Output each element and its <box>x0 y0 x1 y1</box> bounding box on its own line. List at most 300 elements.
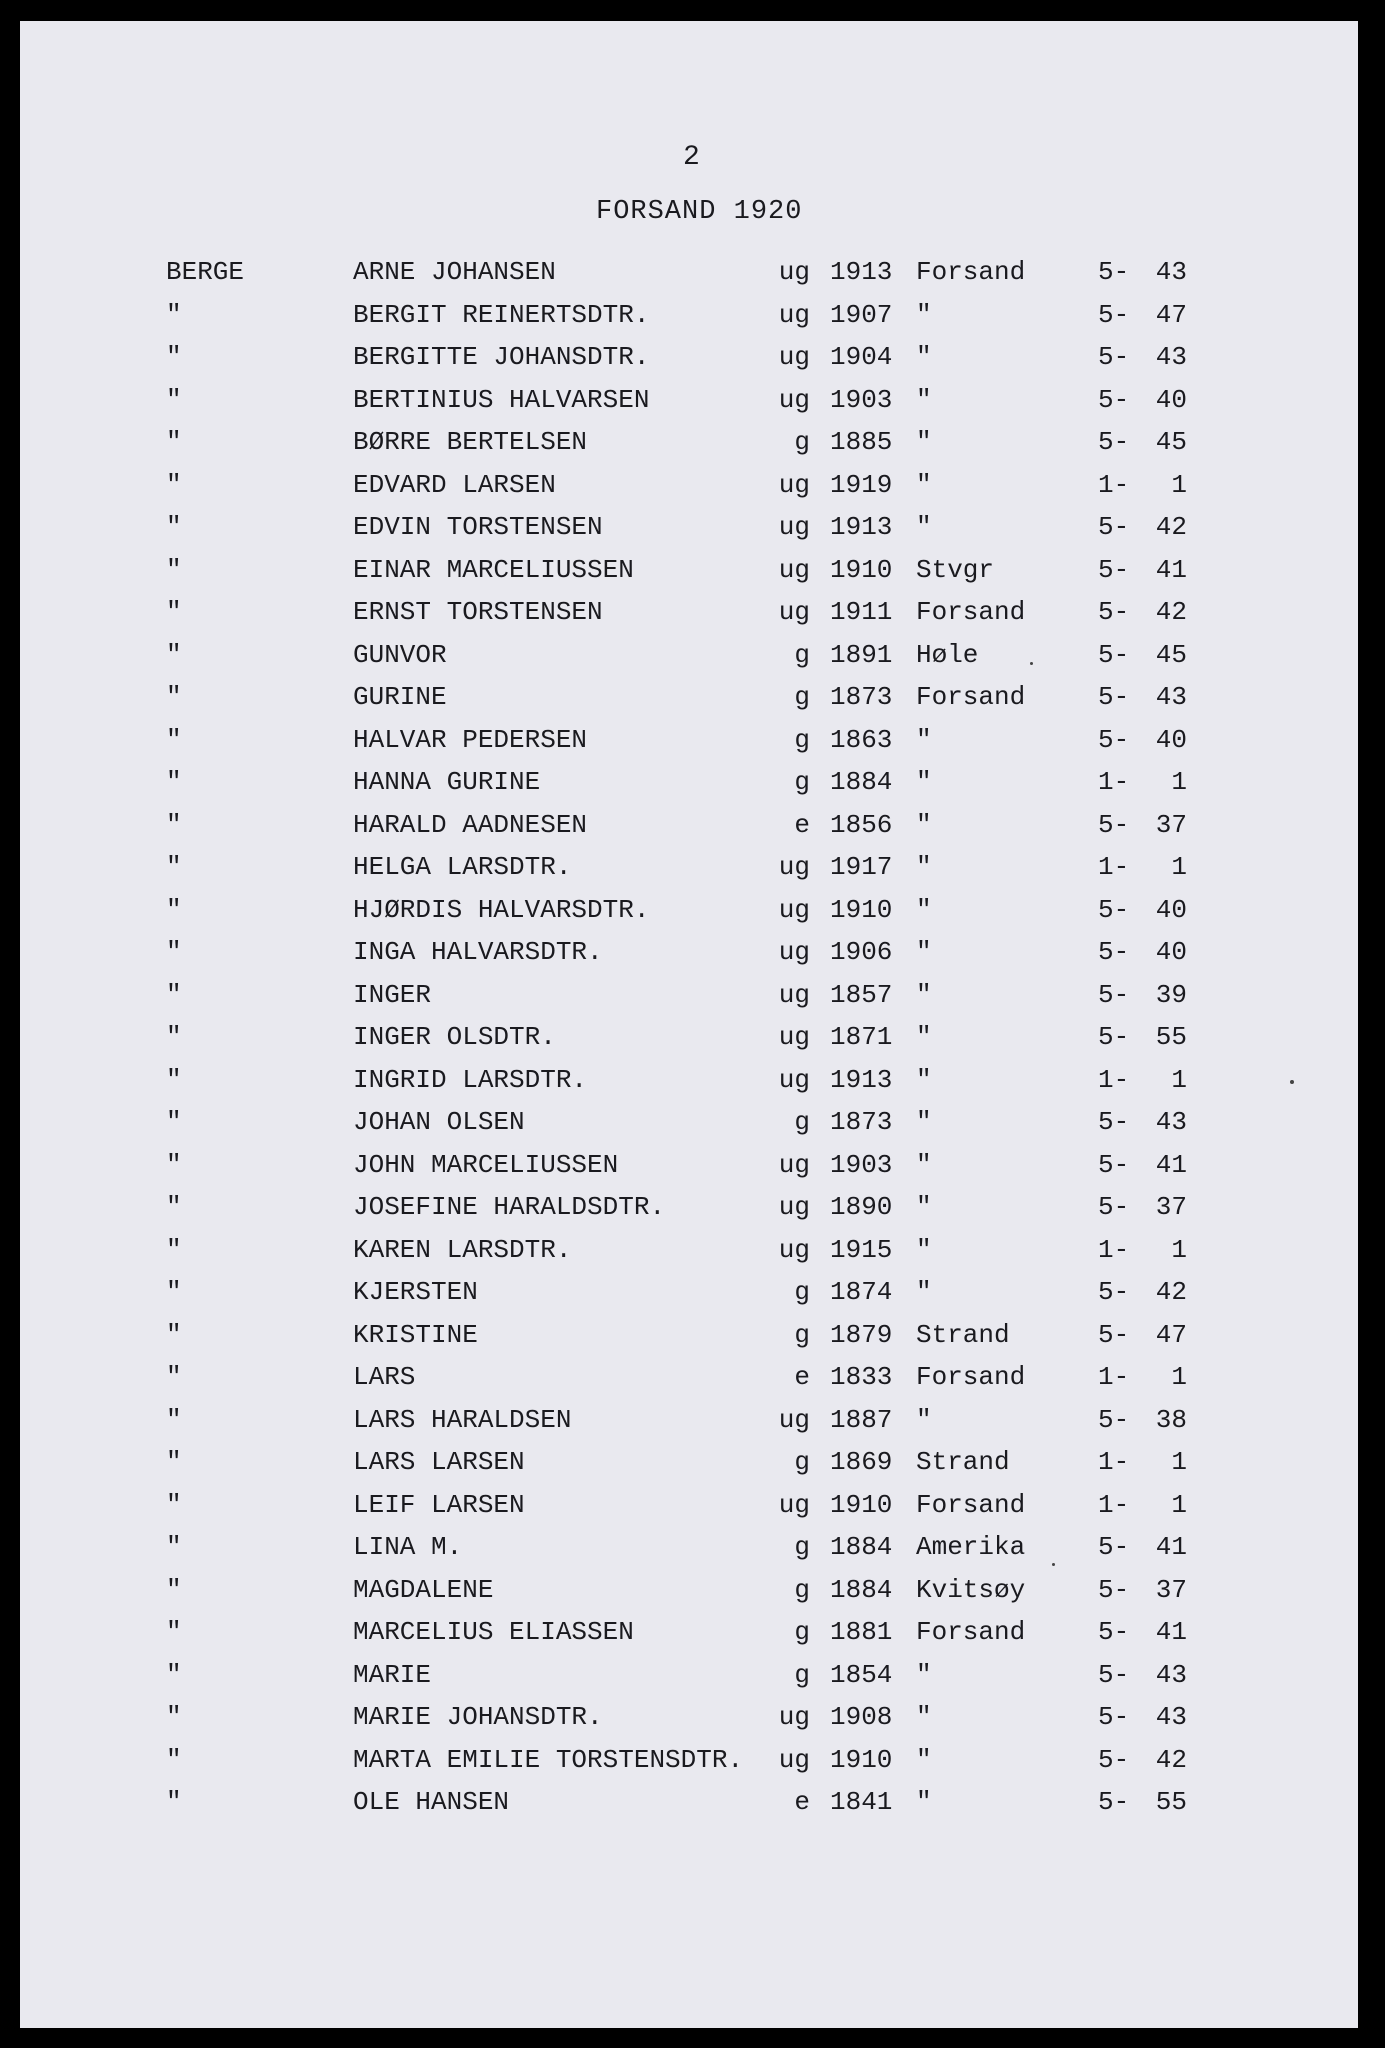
code1-cell: 5- <box>1098 1022 1130 1052</box>
birthplace-cell: " <box>916 512 932 542</box>
birthplace-cell: " <box>916 979 932 1010</box>
farm-cell: " <box>166 1532 182 1562</box>
birthplace-cell: " <box>916 1404 932 1435</box>
farm-cell: " <box>166 469 182 500</box>
name-cell: HJØRDIS HALVARSDTR. <box>353 894 650 925</box>
birthplace-cell: Forsand <box>916 257 1026 287</box>
birth-year-cell: 1906 <box>830 937 893 967</box>
code1-cell: 5- <box>1098 894 1130 925</box>
name-cell: OLE HANSEN <box>353 1787 510 1817</box>
code2-cell: 43 <box>1155 1702 1187 1732</box>
birthplace-cell: " <box>916 342 932 372</box>
name-cell: MARCELIUS ELIASSEN <box>353 1617 634 1647</box>
table-row <box>0 1102 1385 1142</box>
birth-year-cell: 1910 <box>830 1744 893 1775</box>
farm-cell: " <box>166 512 182 542</box>
marital-status-cell: g <box>794 1319 810 1350</box>
name-cell: JOHN MARCELIUSSEN <box>353 1149 619 1180</box>
birthplace-cell: Stvgr <box>916 554 995 585</box>
code1-cell: 5- <box>1098 1192 1130 1222</box>
birthplace-cell: " <box>916 1787 932 1817</box>
code2-cell: 43 <box>1155 1659 1187 1690</box>
farm-cell: " <box>166 682 182 712</box>
table-row <box>0 1740 1385 1780</box>
code2-cell: 1 <box>1171 1362 1187 1392</box>
farm-cell: " <box>166 1744 182 1775</box>
name-cell: HARALD AADNESEN <box>353 809 588 840</box>
birth-year-cell: 1919 <box>830 469 893 500</box>
table-row <box>0 550 1385 590</box>
farm-cell: " <box>166 1404 182 1435</box>
code1-cell: 5- <box>1098 384 1130 415</box>
table-row <box>0 592 1385 632</box>
birthplace-cell: " <box>916 1659 932 1690</box>
farm-cell: " <box>166 1574 182 1605</box>
code1-cell: 5- <box>1098 299 1130 330</box>
name-cell: LARS HARALDSEN <box>353 1404 572 1435</box>
table-row <box>0 380 1385 420</box>
birthplace-cell: " <box>916 894 932 925</box>
birthplace-cell: " <box>916 1064 932 1095</box>
birth-year-cell: 1884 <box>830 1532 893 1562</box>
marital-status-cell: g <box>794 427 810 457</box>
code2-cell: 1 <box>1171 852 1187 882</box>
code2-cell: 43 <box>1155 1107 1187 1137</box>
birth-year-cell: 1885 <box>830 427 893 457</box>
page-title: FORSAND 1920 <box>596 197 803 227</box>
name-cell: EDVIN TORSTENSEN <box>353 512 603 542</box>
marital-status-cell: g <box>794 1277 810 1307</box>
marital-status-cell: ug <box>778 894 810 925</box>
marital-status-cell: ug <box>778 257 810 287</box>
name-cell: LEIF LARSEN <box>353 1489 525 1520</box>
name-cell: ARNE JOHANSEN <box>353 257 556 287</box>
marital-status-cell: ug <box>778 1022 810 1052</box>
birthplace-cell: " <box>916 1022 932 1052</box>
code1-cell: 5- <box>1098 427 1130 457</box>
name-cell: BØRRE BERTELSEN <box>353 427 588 457</box>
birth-year-cell: 1841 <box>830 1787 893 1817</box>
birth-year-cell: 1873 <box>830 1107 893 1137</box>
birthplace-cell: " <box>916 384 932 415</box>
code2-cell: 37 <box>1155 1574 1187 1605</box>
marital-status-cell: ug <box>778 554 810 585</box>
code1-cell: 5- <box>1098 1659 1130 1690</box>
marital-status-cell: ug <box>778 342 810 372</box>
farm-cell: " <box>166 1659 182 1690</box>
birthplace-cell: " <box>916 1234 932 1265</box>
marital-status-cell: ug <box>778 597 810 627</box>
table-row <box>0 975 1385 1015</box>
code1-cell: 5- <box>1098 724 1130 755</box>
table-row <box>0 1442 1385 1482</box>
code2-cell: 1 <box>1171 1489 1187 1520</box>
birthplace-cell: " <box>916 1277 932 1307</box>
code2-cell: 42 <box>1155 1277 1187 1307</box>
marital-status-cell: g <box>794 1659 810 1690</box>
birthplace-cell: " <box>916 1192 932 1222</box>
code2-cell: 43 <box>1155 257 1187 287</box>
farm-cell: " <box>166 724 182 755</box>
birthplace-cell: Kvitsøy <box>916 1574 1026 1605</box>
code1-cell: 5- <box>1098 1319 1130 1350</box>
table-row <box>0 762 1385 802</box>
code1-cell: 5- <box>1098 979 1130 1010</box>
birth-year-cell: 1884 <box>830 767 893 797</box>
farm-cell: " <box>166 554 182 585</box>
name-cell: GUNVOR <box>353 639 447 670</box>
code2-cell: 37 <box>1155 809 1187 840</box>
name-cell: HALVAR PEDERSEN <box>353 724 588 755</box>
marital-status-cell: ug <box>778 1192 810 1222</box>
code2-cell: 40 <box>1155 724 1187 755</box>
birth-year-cell: 1903 <box>830 1149 893 1180</box>
table-row <box>0 1230 1385 1270</box>
farm-cell: " <box>166 639 182 670</box>
name-cell: KJERSTEN <box>353 1277 478 1307</box>
table-row <box>0 1697 1385 1737</box>
birth-year-cell: 1911 <box>830 597 893 627</box>
birthplace-cell: Forsand <box>916 1617 1026 1647</box>
marital-status-cell: ug <box>778 937 810 967</box>
birthplace-cell: Strand <box>916 1447 1010 1477</box>
marital-status-cell: g <box>794 682 810 712</box>
farm-cell: " <box>166 1107 182 1137</box>
farm-cell: BERGE <box>166 257 245 287</box>
farm-cell: " <box>166 1149 182 1180</box>
table-row <box>0 847 1385 887</box>
marital-status-cell: ug <box>778 1149 810 1180</box>
table-row <box>0 1017 1385 1057</box>
farm-cell: " <box>166 1277 182 1307</box>
farm-cell: " <box>166 1064 182 1095</box>
marital-status-cell: g <box>794 639 810 670</box>
name-cell: INGER <box>353 979 432 1010</box>
name-cell: INGER OLSDTR. <box>353 1022 556 1052</box>
code1-cell: 5- <box>1098 1277 1130 1307</box>
code2-cell: 41 <box>1155 1617 1187 1647</box>
birth-year-cell: 1913 <box>830 257 893 287</box>
farm-cell: " <box>166 1617 182 1647</box>
birth-year-cell: 1891 <box>830 639 893 670</box>
farm-cell: " <box>166 809 182 840</box>
birthplace-cell: Høle <box>916 639 979 670</box>
table-row <box>0 720 1385 760</box>
marital-status-cell: ug <box>778 1489 810 1520</box>
code1-cell: 5- <box>1098 1532 1130 1562</box>
farm-cell: " <box>166 1787 182 1817</box>
birth-year-cell: 1913 <box>830 512 893 542</box>
code2-cell: 38 <box>1155 1404 1187 1435</box>
code1-cell: 1- <box>1098 1234 1130 1265</box>
marital-status-cell: g <box>794 767 810 797</box>
farm-cell: " <box>166 979 182 1010</box>
code2-cell: 40 <box>1155 937 1187 967</box>
birthplace-cell: " <box>916 469 932 500</box>
code2-cell: 40 <box>1155 384 1187 415</box>
birth-year-cell: 1871 <box>830 1022 893 1052</box>
birth-year-cell: 1910 <box>830 554 893 585</box>
name-cell: BERTINIUS HALVARSEN <box>353 384 650 415</box>
code2-cell: 42 <box>1155 512 1187 542</box>
code1-cell: 5- <box>1098 682 1130 712</box>
table-row <box>0 932 1385 972</box>
code2-cell: 41 <box>1155 1149 1187 1180</box>
table-row <box>0 252 1385 292</box>
birthplace-cell: Forsand <box>916 597 1026 627</box>
name-cell: HELGA LARSDTR. <box>353 852 572 882</box>
code1-cell: 5- <box>1098 1574 1130 1605</box>
birthplace-cell: Strand <box>916 1319 1010 1350</box>
name-cell: MARTA EMILIE TORSTENSDTR. <box>353 1744 744 1775</box>
name-cell: HANNA GURINE <box>353 767 541 797</box>
birthplace-cell: Forsand <box>916 682 1026 712</box>
birth-year-cell: 1887 <box>830 1404 893 1435</box>
table-row <box>0 1400 1385 1440</box>
birthplace-cell: " <box>916 937 932 967</box>
birth-year-cell: 1884 <box>830 1574 893 1605</box>
farm-cell: " <box>166 1022 182 1052</box>
marital-status-cell: g <box>794 1447 810 1477</box>
birth-year-cell: 1903 <box>830 384 893 415</box>
table-row <box>0 1357 1385 1397</box>
birthplace-cell: " <box>916 1702 932 1732</box>
code2-cell: 43 <box>1155 682 1187 712</box>
code2-cell: 55 <box>1155 1022 1187 1052</box>
birthplace-cell: " <box>916 299 932 330</box>
farm-cell: " <box>166 1319 182 1350</box>
birthplace-cell: " <box>916 1149 932 1180</box>
code1-cell: 1- <box>1098 1064 1130 1095</box>
code1-cell: 5- <box>1098 1787 1130 1817</box>
code2-cell: 1 <box>1171 469 1187 500</box>
marital-status-cell: ug <box>778 1064 810 1095</box>
birthplace-cell: " <box>916 767 932 797</box>
code2-cell: 37 <box>1155 1192 1187 1222</box>
name-cell: MARIE JOHANSDTR. <box>353 1702 603 1732</box>
code1-cell: 1- <box>1098 852 1130 882</box>
code2-cell: 40 <box>1155 894 1187 925</box>
marital-status-cell: e <box>794 1362 810 1392</box>
farm-cell: " <box>166 597 182 627</box>
farm-cell: " <box>166 384 182 415</box>
table-row <box>0 295 1385 335</box>
code1-cell: 5- <box>1098 1617 1130 1647</box>
code2-cell: 45 <box>1155 427 1187 457</box>
table-row <box>0 1187 1385 1227</box>
code2-cell: 39 <box>1155 979 1187 1010</box>
birthplace-cell: " <box>916 724 932 755</box>
farm-cell: " <box>166 299 182 330</box>
farm-cell: " <box>166 1447 182 1477</box>
birth-year-cell: 1907 <box>830 299 893 330</box>
birthplace-cell: " <box>916 809 932 840</box>
farm-cell: " <box>166 1234 182 1265</box>
name-cell: LINA M. <box>353 1532 463 1562</box>
farm-cell: " <box>166 342 182 372</box>
birthplace-cell: Forsand <box>916 1362 1026 1392</box>
birth-year-cell: 1904 <box>830 342 893 372</box>
name-cell: BERGITTE JOHANSDTR. <box>353 342 650 372</box>
birth-year-cell: 1913 <box>830 1064 893 1095</box>
name-cell: LARS <box>353 1362 416 1392</box>
table-row <box>0 890 1385 930</box>
table-row <box>0 1782 1385 1822</box>
marital-status-cell: g <box>794 1532 810 1562</box>
farm-cell: " <box>166 894 182 925</box>
table-row <box>0 1612 1385 1652</box>
marital-status-cell: ug <box>778 384 810 415</box>
name-cell: MAGDALENE <box>353 1574 494 1605</box>
marital-status-cell: g <box>794 1574 810 1605</box>
table-row <box>0 1060 1385 1100</box>
marital-status-cell: ug <box>778 512 810 542</box>
farm-cell: " <box>166 937 182 967</box>
code1-cell: 5- <box>1098 597 1130 627</box>
name-cell: JOSEFINE HARALDSDTR. <box>353 1192 666 1222</box>
marital-status-cell: ug <box>778 1234 810 1265</box>
marital-status-cell: ug <box>778 1702 810 1732</box>
farm-cell: " <box>166 1192 182 1222</box>
marital-status-cell: g <box>794 724 810 755</box>
birth-year-cell: 1915 <box>830 1234 893 1265</box>
name-cell: MARIE <box>353 1659 432 1690</box>
code2-cell: 41 <box>1155 1532 1187 1562</box>
code2-cell: 1 <box>1171 1064 1187 1095</box>
name-cell: EDVARD LARSEN <box>353 469 556 500</box>
code1-cell: 5- <box>1098 257 1130 287</box>
code1-cell: 5- <box>1098 639 1130 670</box>
paper-speck <box>1290 1080 1294 1084</box>
birth-year-cell: 1881 <box>830 1617 893 1647</box>
code1-cell: 5- <box>1098 554 1130 585</box>
marital-status-cell: ug <box>778 852 810 882</box>
code2-cell: 1 <box>1171 1447 1187 1477</box>
marital-status-cell: ug <box>778 469 810 500</box>
birth-year-cell: 1873 <box>830 682 893 712</box>
code2-cell: 42 <box>1155 597 1187 627</box>
birth-year-cell: 1874 <box>830 1277 893 1307</box>
code2-cell: 45 <box>1155 639 1187 670</box>
code2-cell: 55 <box>1155 1787 1187 1817</box>
code1-cell: 5- <box>1098 1107 1130 1137</box>
name-cell: GURINE <box>353 682 447 712</box>
marital-status-cell: ug <box>778 1744 810 1775</box>
birth-year-cell: 1833 <box>830 1362 893 1392</box>
marital-status-cell: ug <box>778 979 810 1010</box>
code1-cell: 1- <box>1098 1447 1130 1477</box>
code1-cell: 5- <box>1098 1149 1130 1180</box>
code1-cell: 5- <box>1098 937 1130 967</box>
table-row <box>0 635 1385 675</box>
table-row <box>0 337 1385 377</box>
table-row <box>0 1485 1385 1525</box>
code1-cell: 5- <box>1098 1744 1130 1775</box>
code1-cell: 1- <box>1098 1362 1130 1392</box>
code2-cell: 1 <box>1171 767 1187 797</box>
table-row <box>0 677 1385 717</box>
birthplace-cell: Forsand <box>916 1489 1026 1520</box>
birthplace-cell: " <box>916 1744 932 1775</box>
code2-cell: 42 <box>1155 1744 1187 1775</box>
code1-cell: 5- <box>1098 809 1130 840</box>
birth-year-cell: 1917 <box>830 852 893 882</box>
code1-cell: 5- <box>1098 1404 1130 1435</box>
name-cell: EINAR MARCELIUSSEN <box>353 554 634 585</box>
birth-year-cell: 1869 <box>830 1447 893 1477</box>
birth-year-cell: 1890 <box>830 1192 893 1222</box>
code1-cell: 1- <box>1098 767 1130 797</box>
name-cell: INGRID LARSDTR. <box>353 1064 588 1095</box>
marital-status-cell: e <box>794 1787 810 1817</box>
farm-cell: " <box>166 1702 182 1732</box>
code2-cell: 43 <box>1155 342 1187 372</box>
birth-year-cell: 1856 <box>830 809 893 840</box>
code2-cell: 1 <box>1171 1234 1187 1265</box>
name-cell: KRISTINE <box>353 1319 478 1350</box>
marital-status-cell: e <box>794 809 810 840</box>
birth-year-cell: 1854 <box>830 1659 893 1690</box>
paper-speck <box>1052 1563 1055 1566</box>
table-row <box>0 1315 1385 1355</box>
name-cell: ERNST TORSTENSEN <box>353 597 603 627</box>
table-row <box>0 465 1385 505</box>
code1-cell: 1- <box>1098 1489 1130 1520</box>
birthplace-cell: " <box>916 1107 932 1137</box>
farm-cell: " <box>166 1489 182 1520</box>
birthplace-cell: Amerika <box>916 1532 1026 1562</box>
birth-year-cell: 1857 <box>830 979 893 1010</box>
birth-year-cell: 1863 <box>830 724 893 755</box>
marital-status-cell: ug <box>778 299 810 330</box>
farm-cell: " <box>166 427 182 457</box>
birth-year-cell: 1910 <box>830 894 893 925</box>
page-number: 2 <box>683 142 700 173</box>
farm-cell: " <box>166 767 182 797</box>
birthplace-cell: " <box>916 852 932 882</box>
table-row <box>0 422 1385 462</box>
name-cell: LARS LARSEN <box>353 1447 525 1477</box>
name-cell: KAREN LARSDTR. <box>353 1234 572 1265</box>
marital-status-cell: ug <box>778 1404 810 1435</box>
marital-status-cell: g <box>794 1617 810 1647</box>
table-row <box>0 507 1385 547</box>
name-cell: INGA HALVARSDTR. <box>353 937 603 967</box>
name-cell: JOHAN OLSEN <box>353 1107 525 1137</box>
farm-cell: " <box>166 852 182 882</box>
table-row <box>0 1655 1385 1695</box>
paper-speck <box>1030 662 1033 665</box>
farm-cell: " <box>166 1362 182 1392</box>
birth-year-cell: 1879 <box>830 1319 893 1350</box>
code1-cell: 5- <box>1098 342 1130 372</box>
birth-year-cell: 1910 <box>830 1489 893 1520</box>
marital-status-cell: g <box>794 1107 810 1137</box>
code1-cell: 5- <box>1098 1702 1130 1732</box>
code2-cell: 47 <box>1155 299 1187 330</box>
name-cell: BERGIT REINERTSDTR. <box>353 299 650 330</box>
table-row <box>0 1145 1385 1185</box>
birthplace-cell: " <box>916 427 932 457</box>
code1-cell: 5- <box>1098 512 1130 542</box>
table-row <box>0 1272 1385 1312</box>
birth-year-cell: 1908 <box>830 1702 893 1732</box>
code2-cell: 41 <box>1155 554 1187 585</box>
table-row <box>0 805 1385 845</box>
code2-cell: 47 <box>1155 1319 1187 1350</box>
table-row <box>0 1570 1385 1610</box>
table-row <box>0 1527 1385 1567</box>
